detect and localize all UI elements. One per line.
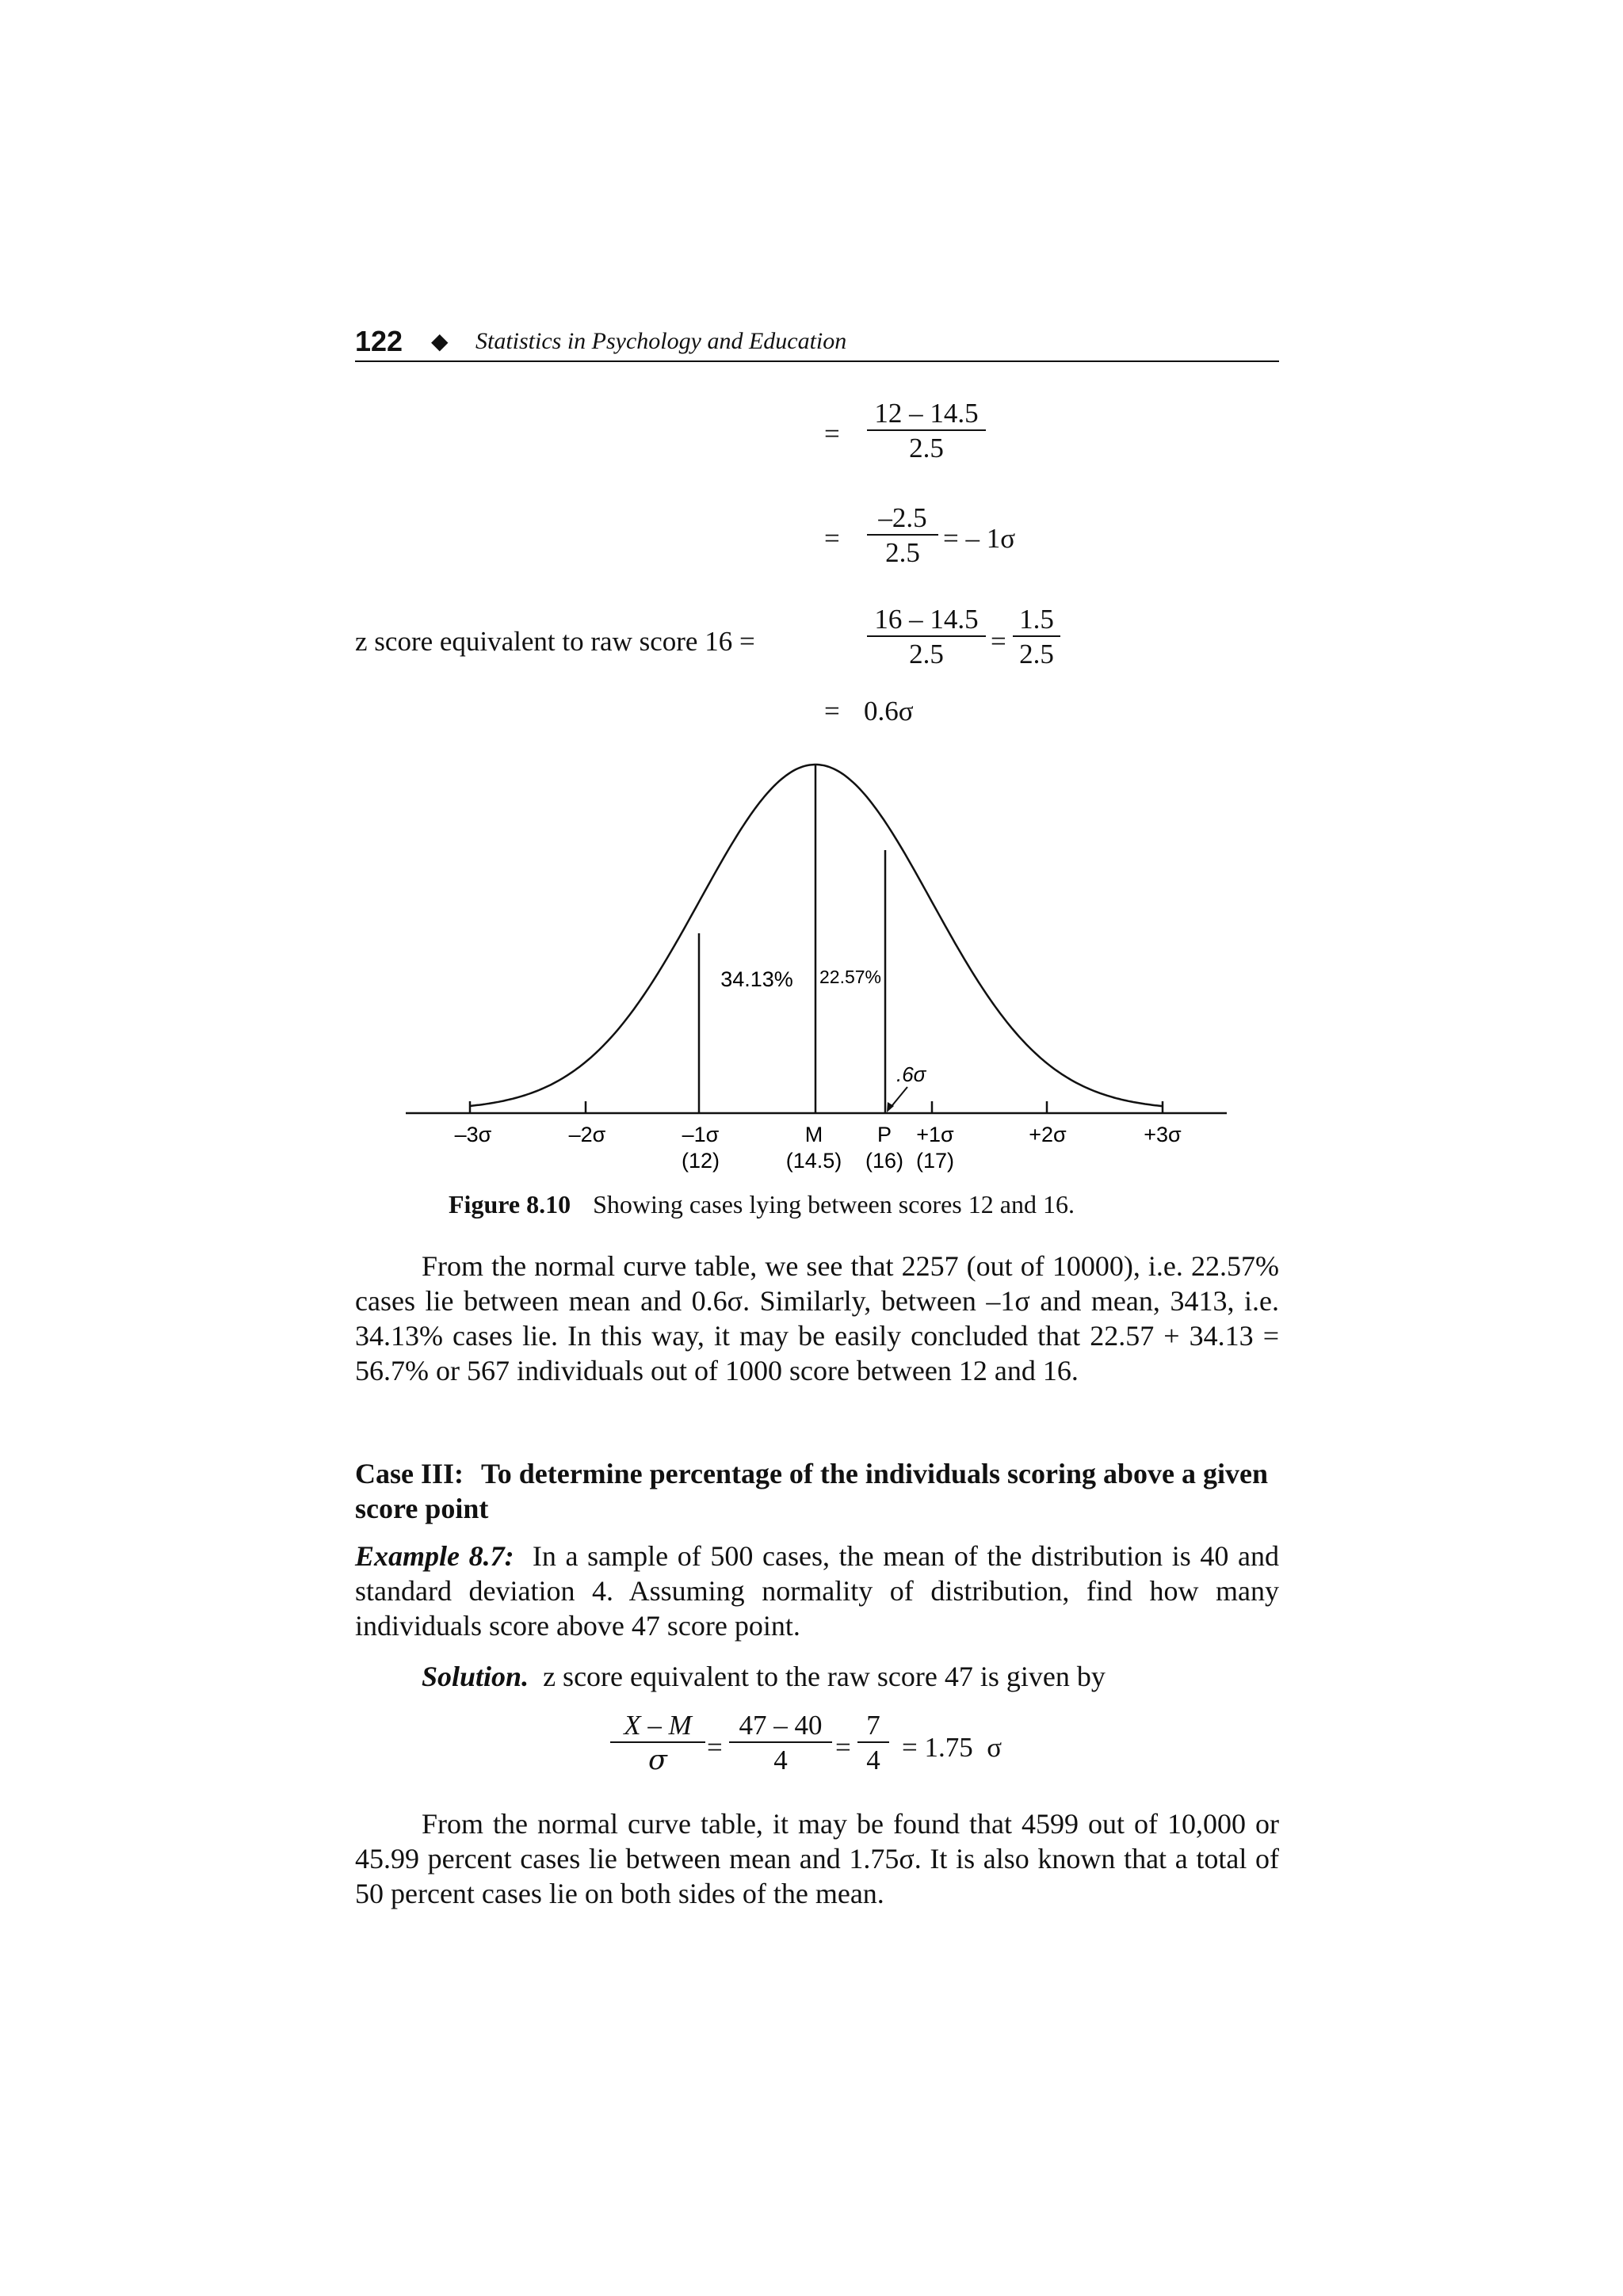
tick-label-minus-3sigma: –3σ bbox=[454, 1123, 492, 1146]
tick-label-minus-1sigma: –1σ bbox=[682, 1123, 720, 1146]
formula-equals-1: = bbox=[707, 1732, 723, 1763]
formula-equals-2: = bbox=[835, 1732, 851, 1763]
eq4-value: 0.6σ bbox=[864, 696, 914, 727]
eq2-result: = – 1σ bbox=[943, 523, 1016, 554]
case-iii-label: Case III: bbox=[355, 1458, 464, 1489]
tick-label-minus-2sigma: –2σ bbox=[568, 1123, 606, 1146]
formula-denominator: σ bbox=[610, 1741, 705, 1776]
zscore-fraction-reduced bbox=[857, 1710, 889, 1776]
tick-label-p: P bbox=[876, 1123, 892, 1146]
solution-text: z score equivalent to the raw score 47 is given by bbox=[543, 1661, 1106, 1692]
value-label-16: (16) bbox=[865, 1149, 904, 1173]
eq3-numerator: 16 – 14.5 bbox=[874, 604, 979, 635]
running-title: Statistics in Psychology and Education bbox=[475, 328, 847, 354]
tick-label-plus-2sigma: +2σ bbox=[1029, 1123, 1067, 1146]
page-number: 122 bbox=[355, 325, 403, 357]
eq3-equals: = bbox=[991, 626, 1006, 657]
label-34-13: 34.13% bbox=[720, 967, 793, 991]
figure-caption-label: Figure 8.10 bbox=[449, 1190, 571, 1219]
tick-label-plus-1sigma: +1σ bbox=[916, 1123, 954, 1146]
solution bbox=[422, 1659, 1106, 1694]
values-numerator: 47 – 40 bbox=[739, 1710, 823, 1741]
case-iii-heading bbox=[355, 1456, 1279, 1526]
eq2-numerator: –2.5 bbox=[878, 502, 927, 533]
example-8-7 bbox=[355, 1539, 1279, 1643]
value-label-14-5: (14.5) bbox=[785, 1149, 842, 1173]
label-22-57: 22.57% bbox=[819, 967, 882, 987]
eq3-label: z score equivalent to raw score 16 = bbox=[355, 626, 755, 657]
case-iii-title: To determine percentage of the individuals scoring above a given score point bbox=[355, 1458, 1269, 1524]
eq3-numerator-b: 1.5 bbox=[1019, 604, 1054, 635]
solution-label: Solution. bbox=[422, 1661, 529, 1692]
eq3-denominator-b: 2.5 bbox=[1013, 635, 1060, 670]
eq1-denominator: 2.5 bbox=[867, 429, 986, 464]
value-label-17: (17) bbox=[915, 1149, 955, 1173]
tick-label-mean: M bbox=[804, 1123, 823, 1146]
zscore-fraction-formula bbox=[610, 1710, 705, 1776]
header-separator: ◆ bbox=[431, 330, 449, 354]
eq2-equals: = bbox=[824, 523, 840, 554]
value-label-12: (12) bbox=[681, 1149, 720, 1173]
zscore-fraction-values bbox=[729, 1710, 832, 1776]
figure-caption-text: Showing cases lying between scores 12 and 16. bbox=[593, 1190, 1075, 1219]
formula-numerator: X – M bbox=[624, 1710, 692, 1741]
values-denominator: 4 bbox=[729, 1741, 832, 1776]
example-text: In a sample of 500 cases, the mean of the distribution is 40 and standard deviation 4. Assuming normality of distribution, find how many individuals score above 47 score point. bbox=[355, 1540, 1279, 1642]
example-label: Example 8.7: bbox=[355, 1540, 514, 1572]
eq4-equals: = bbox=[824, 696, 840, 727]
reduced-denominator: 4 bbox=[857, 1741, 889, 1776]
paragraph-normal-curve-4599: From the normal curve table, it may be found that 4599 out of 10,000 or 45.99 percent cases lie between mean and 1.75σ. It is also known that a total of 50 percent cases lie on both sides of the mean. bbox=[355, 1808, 1279, 1909]
eq2-denominator: 2.5 bbox=[867, 534, 938, 569]
eq1-numerator: 12 – 14.5 bbox=[874, 398, 979, 429]
label-p-offset: .6σ bbox=[896, 1062, 926, 1086]
paragraph-normal-curve-table: From the normal curve table, we see that 2257 (out of 10000), i.e. 22.57% cases lie between mean and 0.6σ. Similarly, between –1σ and mean, 3413, i.e. 34.13% cases lie. In this way, it may be easily concluded that 22.57 + 34.13 = 56.7% or 567 individuals out of 1000 score between 12 and 16. bbox=[355, 1250, 1279, 1386]
eq1-equals: = bbox=[824, 418, 840, 449]
eq3-denominator: 2.5 bbox=[867, 635, 986, 670]
tick-label-plus-3sigma: +3σ bbox=[1144, 1123, 1182, 1146]
zscore-result: = 1.75 σ bbox=[902, 1732, 1002, 1763]
reduced-numerator: 7 bbox=[866, 1710, 880, 1741]
figure-caption bbox=[449, 1190, 1075, 1219]
